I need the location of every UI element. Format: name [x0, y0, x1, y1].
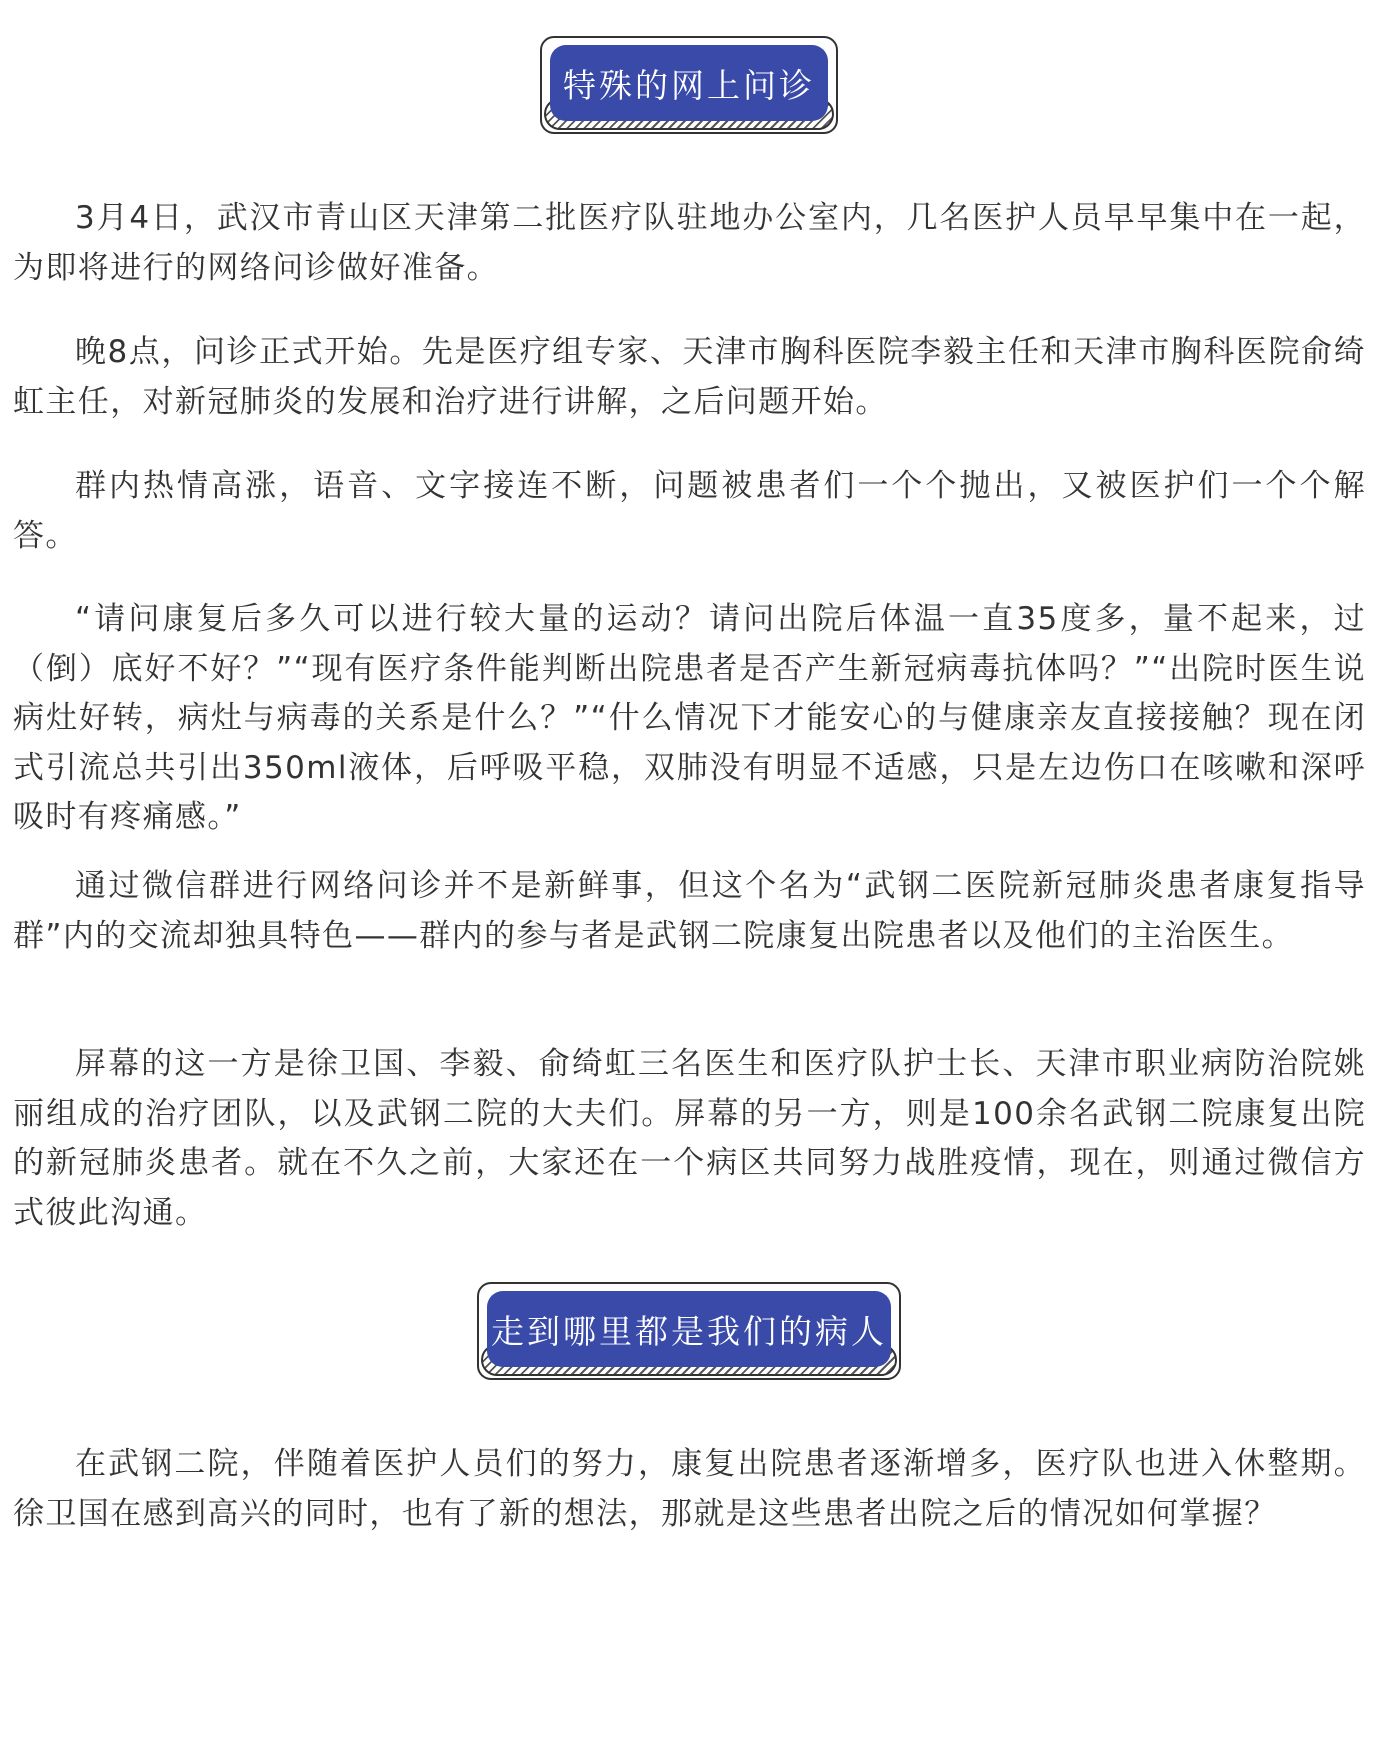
section-2-body — [13, 1440, 1366, 1539]
section-heading-title: 走到哪里都是我们的病人 — [487, 1291, 891, 1367]
section-1-body — [13, 328, 1366, 427]
section-heading-title: 特殊的网上问诊 — [550, 45, 828, 121]
section-heading-2-wrap — [0, 1282, 1378, 1380]
paragraph: 通过微信群进行网络问诊并不是新鲜事，但这个名为“武钢二医院新冠肺炎患者康复指导群”内的交流却独具特色——群内的参与者是武钢二院康复出院患者以及他们的主治医生。 — [13, 868, 1366, 954]
section-heading-2 — [477, 1282, 901, 1380]
section-heading-1 — [540, 36, 838, 134]
section-1-body — [13, 862, 1366, 961]
section-1-body — [13, 194, 1366, 293]
paragraph: 晚8点，问诊正式开始。先是医疗组专家、天津市胸科医院李毅主任和天津市胸科医院俞绮虹主任，对新冠肺炎的发展和治疗进行讲解，之后问题开始。 — [13, 334, 1366, 420]
paragraph: 3月4日，武汉市青山区天津第二批医疗队驻地办公室内，几名医护人员早早集中在一起，为即将进行的网络问诊做好准备。 — [13, 200, 1366, 286]
section-1-body — [13, 1040, 1366, 1238]
paragraph: “请问康复后多久可以进行较大量的运动？请问出院后体温一直35度多，量不起来，过（倒）底好不好？”“现有医疗条件能判断出院患者是否产生新冠病毒抗体吗？”“出院时医生说病灶好转，病灶与病毒的关系是什么？”“什么情况下才能安心的与健康亲友直接接触？现在闭式引流总共引出350ml液体，后呼吸平稳，双肺没有明显不适感，只是左边伤口在咳嗽和深呼吸时有疼痛感。” — [13, 601, 1366, 835]
paragraph: 群内热情高涨，语音、文字接连不断，问题被患者们一个个抛出，又被医护们一个个解答。 — [13, 468, 1366, 554]
section-1-body — [13, 462, 1366, 561]
paragraph: 在武钢二院，伴随着医护人员们的努力，康复出院患者逐渐增多，医疗队也进入休整期。徐卫国在感到高兴的同时，也有了新的想法，那就是这些患者出院之后的情况如何掌握？ — [13, 1446, 1366, 1532]
section-1-body — [13, 595, 1366, 843]
section-heading-1-wrap — [0, 36, 1378, 134]
paragraph: 屏幕的这一方是徐卫国、李毅、俞绮虹三名医生和医疗队护士长、天津市职业病防治院姚丽组成的治疗团队，以及武钢二院的大夫们。屏幕的另一方，则是100余名武钢二院康复出院的新冠肺炎患者。就在不久之前，大家还在一个病区共同努力战胜疫情，现在，则通过微信方式彼此沟通。 — [13, 1046, 1366, 1231]
